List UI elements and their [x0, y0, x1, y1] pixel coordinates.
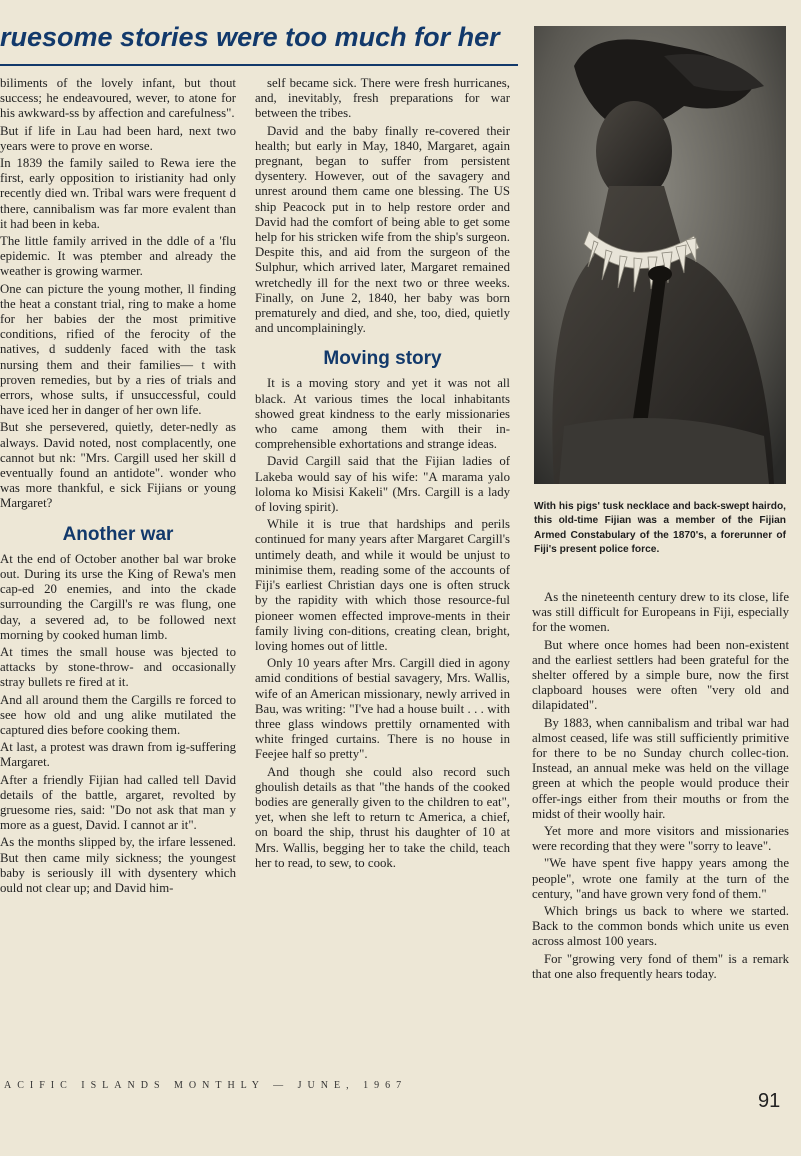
paragraph: As the months slipped by, the irfare lessened. But then came mily sickness; the youngest baby is seriously ill with dysentery which ould not clear up; and David him-	[0, 835, 236, 895]
subhead-moving-story: Moving story	[323, 348, 442, 370]
paragraph: In 1839 the family sailed to Rewa iere the first, early opposition to iristianity had only recently died wn. Tribal wars were frequent d there, cannibalism was far more evalent than it had been in keba.	[0, 156, 236, 231]
column-2	[255, 76, 510, 1086]
photo-illustration	[534, 26, 786, 484]
paragraph: At times the small house was bjected to attacks by stone-throw- and occasionally stray bullets re fired at it.	[0, 644, 236, 690]
paragraph: Which brings us back to where we started. Back to the common bonds which unite us even across almost 100 years.	[532, 904, 789, 949]
paragraph: For "growing very fond of them" is a remark that one also frequently hears today.	[532, 951, 789, 981]
fijian-constable-photo	[534, 26, 786, 484]
paragraph: The little family arrived in the ddle of a 'flu epidemic. It was ptember and already the weather is growing warmer.	[0, 234, 236, 279]
paragraph: "We have spent five happy years among the people", wrote one family at the turn of the century, "and have grown very fond of them."	[532, 856, 789, 901]
paragraph: self became sick. There were fresh hurricanes, and, inevitably, fresh preparations for war between the tribes.	[255, 76, 510, 121]
paragraph: David Cargill said that the Fijian ladies of Lakeba would say of his wife: "A marama yalo loloma ko Misisi Kakeli" (Mrs. Cargill is a lady of loving spirit).	[255, 454, 510, 515]
paragraph: After a friendly Fijian had called tell David details of the battle, argaret, revolted by gruesome ries, said: "Do not ask that man y more as a guest, David. I cannot ar it".	[0, 772, 236, 833]
article-headline: ruesome stories were too much for her	[0, 22, 500, 52]
column-3	[532, 590, 789, 1090]
photo-caption: With his pigs' tusk necklace and back-swept hairdo, this old-time Fijian was a member of the Fijian Armed Constabulary of the 1870's, a forerunner of Fiji's present police force.	[534, 501, 786, 556]
paragraph: Only 10 years after Mrs. Cargill died in agony amid conditions of bestial savagery, Mrs. Wallis, wife of an American missionary, newly arrived in Bau, was writing: "I've had a house built . . . with three glass windows prettily ornamented with white fringed curtains. There is no house in Feejee half so pretty".	[255, 656, 510, 762]
paragraph: But she persevered, quietly, deter-nedly as always. David noted, nost complacently, one cannot but nk: "Mrs. Cargill used her skill d eventually found an antidote". wonder who was more thankful, e sick Fijians or young Margaret?	[0, 420, 236, 511]
paragraph: At last, a protest was drawn from ig-suffering Margaret.	[0, 740, 236, 770]
masthead-footer: ACIFIC ISLANDS MONTHLY — JUNE, 1967	[4, 1080, 408, 1091]
paragraph: biliments of the lovely infant, but thout success; he endeavoured, wever, to atone for his awkward-ss by affection and carefulness".	[0, 76, 236, 121]
paragraph: At the end of October another bal war broke out. During its urse the King of Rewa's men cap-ed 20 enemies, and into the ckade surrounding the Cargill's re was flung, one day, a severed ad, to be followed next morning by cooked human limb.	[0, 551, 236, 642]
paragraph: But if life in Lau had been hard, next two years were to prove en worse.	[0, 123, 236, 153]
column-1	[0, 76, 236, 1076]
paragraph: But where once homes had been non-existent and the earliest settlers had been grateful for the shelter offered by a simple bure, now the first clapboard houses were often "very old and dilapidated".	[532, 637, 789, 713]
paragraph: And though she could also record such ghoulish details as that "the hands of the cooked bodies are generally given to the children to eat", yet, when she left to return tc America, a chief, on board the ship, thrust his daughter of 10 at Mrs. Wallis, begging her to take the child, teach her to read, to sew, to cook.	[255, 764, 510, 870]
paragraph: As the nineteenth century drew to its close, life was still difficult for Europeans in Fiji, especially for the women.	[532, 590, 789, 635]
paragraph: David and the baby finally re-covered their health; but early in May, 1840, Margaret, again pregnant, began to suffer from persistent dysentery. However, out of the savagery and unrest around them came one blessing. The US ship Peacock put in to help restore order and David had the comfort of being able to get some help for his stricken wife from the ship's surgeon. Despite this, and aid from the surgeon of the Sulphur, which arrived later, Margaret remained wretchedly ill for the next two or three weeks. Finally, on June 2, 1840, her baby was born prematurely and died, and she, too, died, quietly and uncomplainingly.	[255, 123, 510, 336]
paragraph: One can picture the young mother, ll finding the heat a constant trial, ring to make a home for her babies der the most primitive conditions, rified of the ferocity of the natives, d suddenly faced with the task nursing them and their families— t with proven remedies, but by a ries of trials and errors, whose sults, if unsuccessful, could have iced her in danger of her own life.	[0, 281, 236, 418]
paragraph: And all around them the Cargills re forced to see how old and ung alike mutilated the captured dies before cooking them.	[0, 692, 236, 737]
paragraph: Yet more and more visitors and missionaries were recording that they were "sorry to leave".	[532, 824, 789, 854]
subhead-another-war: Another war	[62, 523, 174, 545]
page-number: 91	[758, 1090, 781, 1112]
paragraph: It is a moving story and yet it was not all black. At various times the local inhabitants showed great kindness to the early missionaries who came among them with their in-comprehensible exhortations and strange ideas.	[255, 376, 510, 452]
paragraph: By 1883, when cannibalism and tribal war had almost ceased, life was still sufficiently primitive for there to be no Sunday church collec-tion. Instead, an annual meke was held on the village green at which the people would produce their offer-ings either from their mouths or from the midst of their woolly hair.	[532, 715, 789, 821]
headline-rule	[0, 64, 518, 66]
paragraph: While it is true that hardships and perils continued for many years after Margaret Cargill's untimely death, and while it would be unjust to minimise them, reading some of the accounts of Fiji's earliest Christian days one is often struck by the rapidity with which those resource-ful pioneer women effected improve-ments in their family living con-ditions, creating clean, bright, loving homes out of little.	[255, 517, 510, 653]
